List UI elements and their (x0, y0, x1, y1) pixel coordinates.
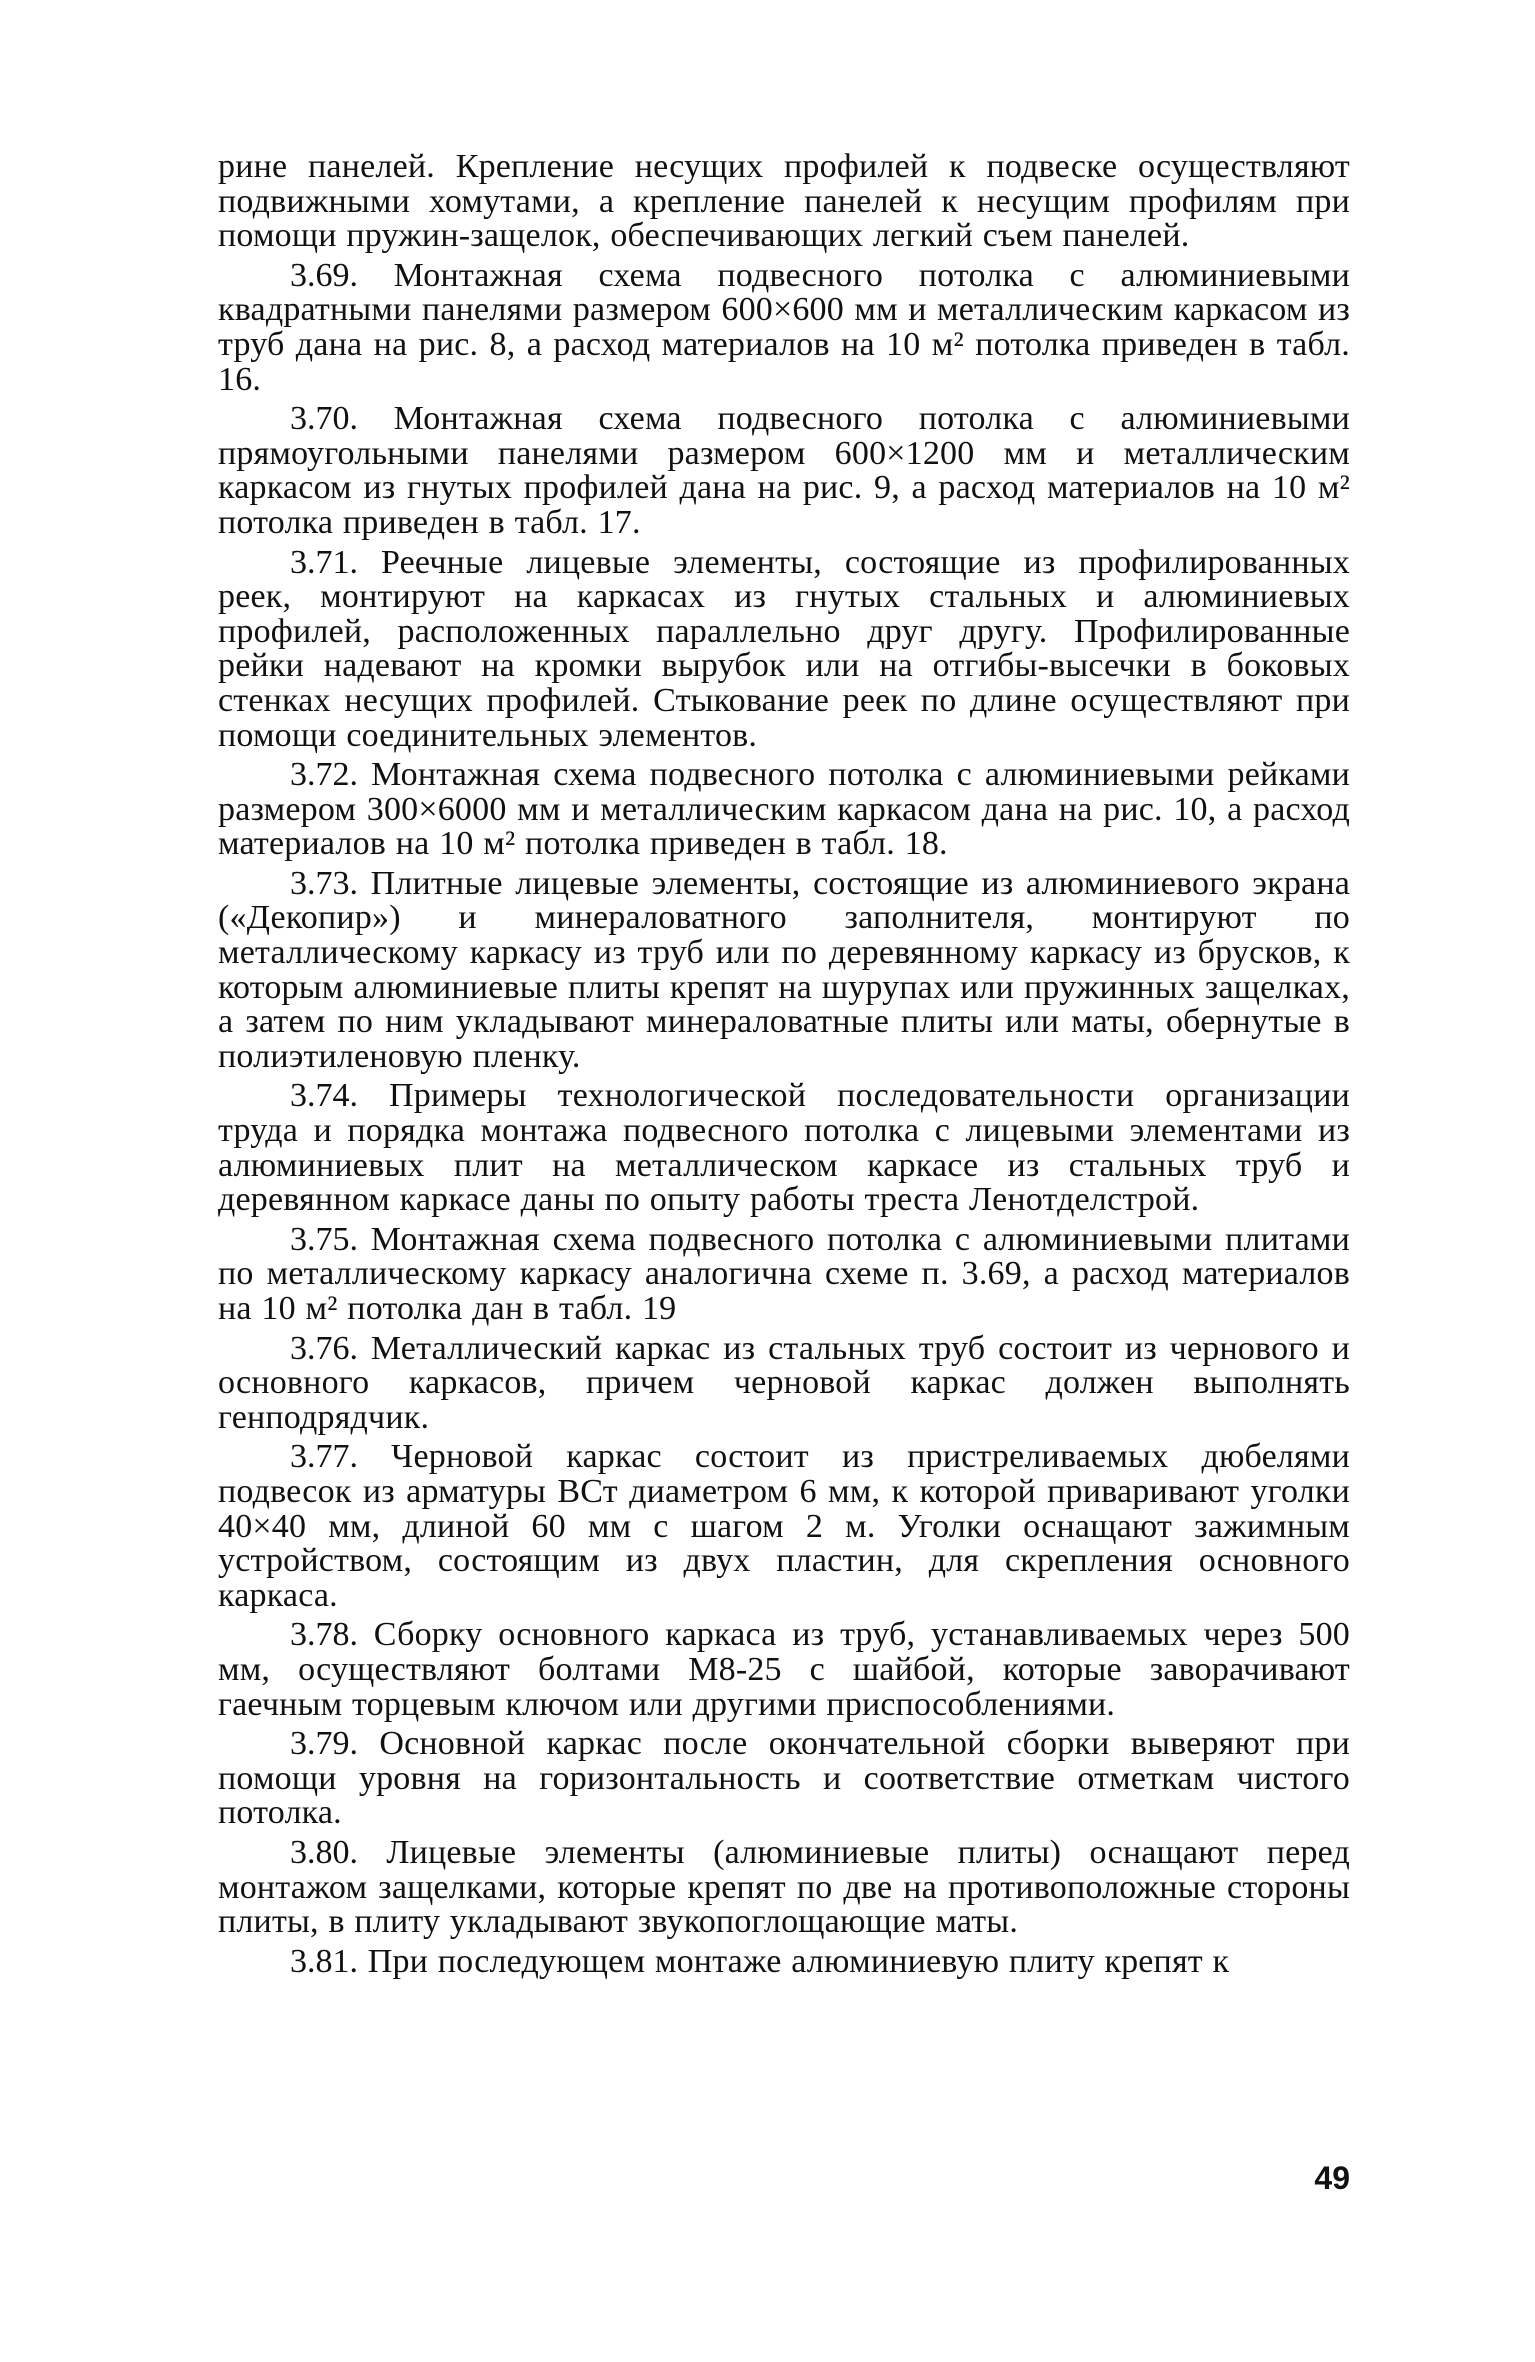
page-number: 49 (1314, 2160, 1350, 2196)
paragraph-number: 3.77. (290, 1438, 358, 1476)
paragraph-3-78 (218, 1618, 1350, 1722)
paragraph-3-77 (218, 1440, 1350, 1613)
paragraph-text: Сборку основного каркаса из труб, устанавливаемых через 500 мм, осуществляют болтами М8-25 с шайбой, которые заворачивают гаечным торцевым ключом или другими приспособлениями. (218, 1616, 1350, 1723)
paragraph-text: Монтажная схема подвесного потолка с алюминиевыми квадратными панелями размером 600×600 мм и металлическим каркасом из труб дана на рис. 8, а расход материалов на 10 м² потолка приведен в табл. 16. (218, 256, 1350, 398)
paragraph-text: Реечные лицевые элементы, состоящие из профилированных реек, монтируют на каркасах из гнутых стальных и алюминиевых профилей, расположенных параллельно друг другу. Профилированные рейки надевают на кромки вырубок или на отгибы-высечки в боковых стенках несущих профилей. Стыкование реек по длине осуществляют при помощи соединительных элементов. (218, 543, 1351, 754)
paragraph-3-75 (218, 1220, 1350, 1327)
paragraph-number: 3.79. (290, 1725, 358, 1763)
paragraph-3-81 (218, 1942, 1350, 1980)
paragraph-3-80 (218, 1833, 1351, 1941)
paragraph-text: Примеры технологической последовательности организации труда и порядка монтажа подвесного потолка с лицевыми элементами из алюминиевых плит на металлическом каркасе из стальных труб и деревянном каркасе даны по опыту работы треста Ленотделстрой. (218, 1077, 1350, 1219)
paragraph-number: 3.81. (290, 1942, 358, 1980)
paragraph-text: Основной каркас после окончательной сборки выверяют при помощи уровня на горизонтальность и соответствие отметкам чистого потолка. (218, 1725, 1350, 1832)
paragraph-number: 3.70. (290, 400, 358, 438)
paragraph-number: 3.76. (290, 1329, 358, 1367)
paragraph-text: При последующем монтаже алюминиевую плиту крепят к (367, 1942, 1230, 1980)
paragraph-3-73 (218, 864, 1351, 1075)
paragraph-text: Металлический каркас из стальных труб состоит из чернового и основного каркасов, причем черновой каркас должен выполнять генподрядчик. (218, 1329, 1350, 1436)
paragraph-number: 3.74. (290, 1077, 358, 1115)
paragraph-number: 3.78. (290, 1616, 358, 1654)
paragraph-text: Монтажная схема подвесного потолка с алюминиевыми плитами по металлическому каркасу аналогична схеме п. 3.69, а расход материалов на 10 м² потолка дан в табл. 19 (218, 1220, 1350, 1327)
paragraph-continuation (218, 150, 1350, 254)
paragraph-number: 3.71. (290, 543, 358, 581)
paragraph-number: 3.72. (290, 756, 358, 794)
paragraph-3-74 (218, 1079, 1350, 1217)
paragraph-number: 3.69. (290, 256, 358, 294)
paragraph-number: 3.73. (290, 864, 358, 902)
page-body (218, 150, 1350, 1979)
paragraph-3-70 (218, 402, 1350, 540)
paragraph-text: Черновой каркас состоит из пристреливаемых дюбелями подвесок из арматуры ВСт диаметром 6 мм, к которой приваривают уголки 40×40 мм, длиной 60 мм с шагом 2 м. Уголки оснащают зажимным устройством, состоящим из двух пластин, для скрепления основного каркаса. (218, 1438, 1351, 1614)
paragraph-text: Монтажная схема подвесного потолка с алюминиевыми прямоугольными панелями размером 600×1200 мм и металлическим каркасом из гнутых профилей дана на рис. 9, а расход материалов на 10 м² потолка приведен в табл. 17. (218, 400, 1350, 541)
paragraph-number: 3.80. (290, 1833, 358, 1871)
paragraph-3-71 (218, 543, 1351, 754)
paragraph-text: Монтажная схема подвесного потолка с алюминиевыми рейками размером 300×6000 мм и металлическим каркасом дана на рис. 10, а расход материалов на 10 м² потолка приведен в табл. 18. (218, 756, 1350, 863)
paragraph-text: Плитные лицевые элементы, состоящие из алюминиевого экрана («Декопир») и минераловатного заполнителя, монтируют по металлическому каркасу из труб или по деревянному каркасу из брусков, к которым алюминиевые плиты крепят на шурупах или пружинных защелках, а затем по ним укладывают минераловатные плиты или маты, обернутые в полиэтиленовую пленку. (218, 864, 1351, 1075)
paragraph-3-79 (218, 1727, 1350, 1831)
paragraph-text: Лицевые элементы (алюминиевые плиты) оснащают перед монтажом защелками, которые крепят по две на противоположные стороны плиты, в плиту укладывают звукопоглощающие маты. (218, 1833, 1351, 1941)
paragraph-3-72 (218, 758, 1350, 862)
paragraph-number: 3.75. (290, 1220, 358, 1258)
paragraph-3-69 (218, 256, 1350, 398)
paragraph-3-76 (218, 1329, 1350, 1436)
paragraph-text: рине панелей. Крепление несущих профилей к подвеске осуществляют подвижными хомутами, а крепление панелей к несущим профилям при помощи пружин-защелок, обеспечивающих легкий съем панелей. (218, 148, 1350, 255)
